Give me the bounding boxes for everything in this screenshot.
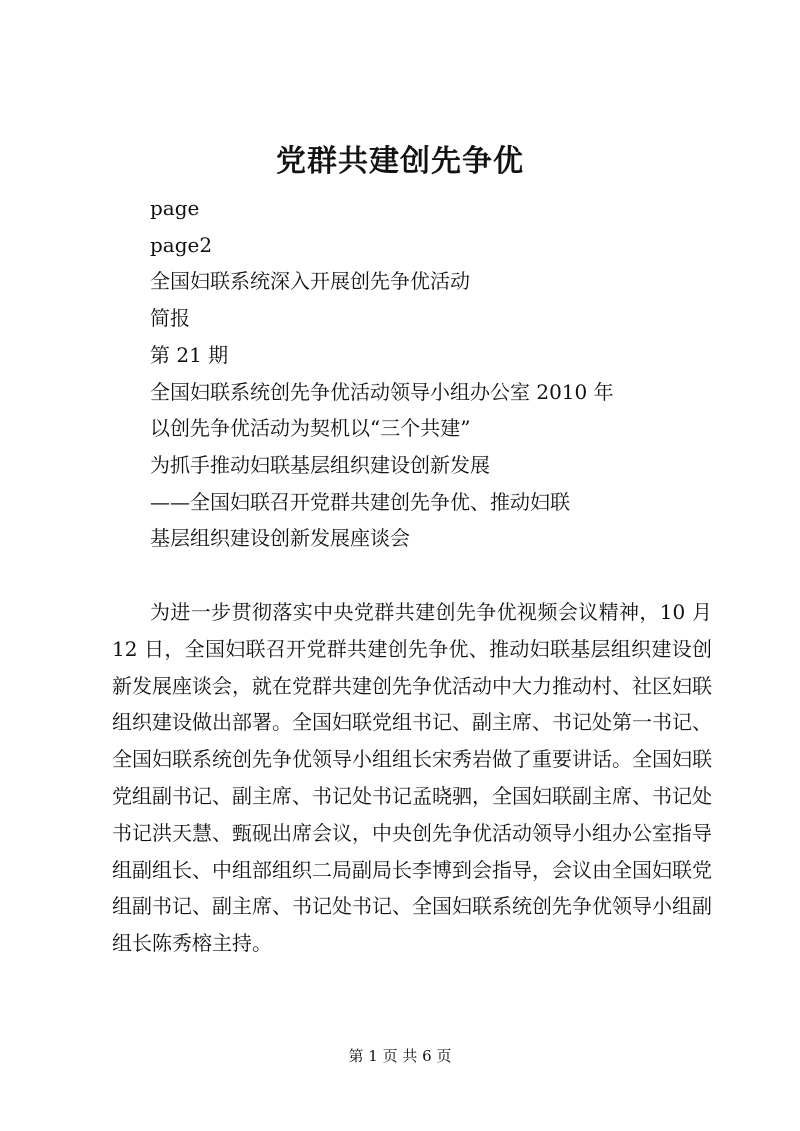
- text-line: 全国妇联系统深入开展创先争优活动: [150, 269, 470, 294]
- text-line: page2: [150, 232, 213, 257]
- body-paragraph: 为进一步贯彻落实中央党群共建创先争优视频会议精神，10 月 12 日，全国妇联召开党群共建创先争优、推动妇联基层组织建设创新发展座谈会，就在党群共建创先争优活动中大力推动村、社区妇联组织建设做出部署。全国妇联党组书记、副主席、书记处第一书记、全国妇联系统创先争优领导小组组长宋秀岩做了重要讲话。全国妇联党组副书记、副主席、书记处书记孟晓驷，全国妇联副主席、书记处书记洪天慧、甄砚出席会议，中央创先争优活动领导小组办公室指导组副组长、中组部组织二局副局长李博到会指导，会议由全国妇联党组副书记、副主席、书记处书记、全国妇联系统创先争优领导小组副组长陈秀榕主持。: [112, 600, 712, 956]
- text-line: 为抓手推动妇联基层组织建设创新发展: [150, 452, 490, 477]
- text-line: 第 21 期: [150, 342, 229, 367]
- text-line: page: [150, 196, 200, 220]
- text-line: ——全国妇联召开党群共建创先争优、推动妇联: [150, 489, 570, 514]
- document-title: 党群共建创先争优: [276, 144, 524, 179]
- page-footer: 第 1 页 共 6 页: [348, 1047, 452, 1065]
- text-line: 简报: [150, 306, 190, 331]
- text-line: 基层组织建设创新发展座谈会: [150, 526, 410, 551]
- text-line: 以创先争优活动为契机以“三个共建”: [150, 416, 471, 441]
- header-lines: [150, 190, 750, 557]
- text-line: 全国妇联系统创先争优活动领导小组办公室 2010 年: [150, 379, 614, 404]
